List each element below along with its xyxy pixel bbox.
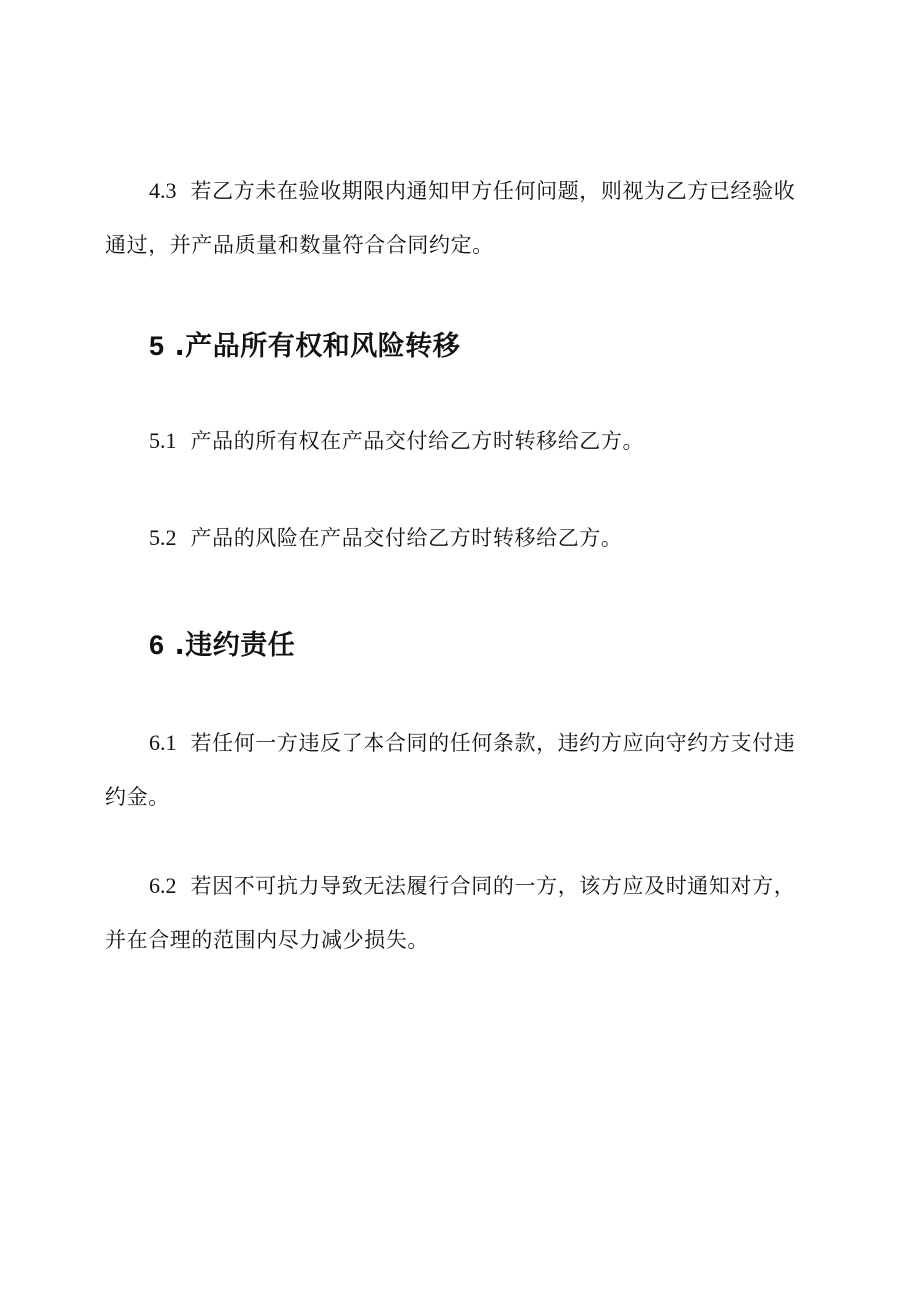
clause-5-2 — [105, 511, 805, 565]
clause-number: 4.3 — [149, 178, 177, 203]
clause-text: 若任何一方违反了本合同的任何条款，违约方应向守约方支付违约金。 — [105, 731, 796, 809]
clause-6-1 — [105, 716, 805, 824]
section-heading-5 — [149, 326, 460, 367]
clause-number: 6.2 — [149, 873, 177, 898]
section-title: .产品所有权和风险转移 — [174, 331, 461, 362]
section-title: .违约责任 — [174, 630, 296, 661]
clause-text: 产品的所有权在产品交付给乙方时转移给乙方。 — [190, 429, 645, 453]
clause-text: 若乙方未在验收期限内通知甲方任何问题，则视为乙方已经验收通过，并产品质量和数量符合合同约定。 — [105, 179, 796, 257]
clause-6-2 — [105, 859, 805, 967]
clause-4-3 — [105, 164, 805, 272]
clause-number: 5.1 — [149, 428, 177, 453]
clause-text: 产品的风险在产品交付给乙方时转移给乙方。 — [190, 526, 623, 550]
clause-text: 若因不可抗力导致无法履行合同的一方，该方应及时通知对方，并在合理的范围内尽力减少损失。 — [105, 874, 796, 952]
section-number: 6 — [149, 630, 165, 660]
clause-number: 6.1 — [149, 730, 177, 755]
clause-number: 5.2 — [149, 525, 177, 550]
section-heading-6 — [149, 625, 295, 666]
clause-5-1 — [105, 414, 805, 468]
section-number: 5 — [149, 331, 165, 361]
